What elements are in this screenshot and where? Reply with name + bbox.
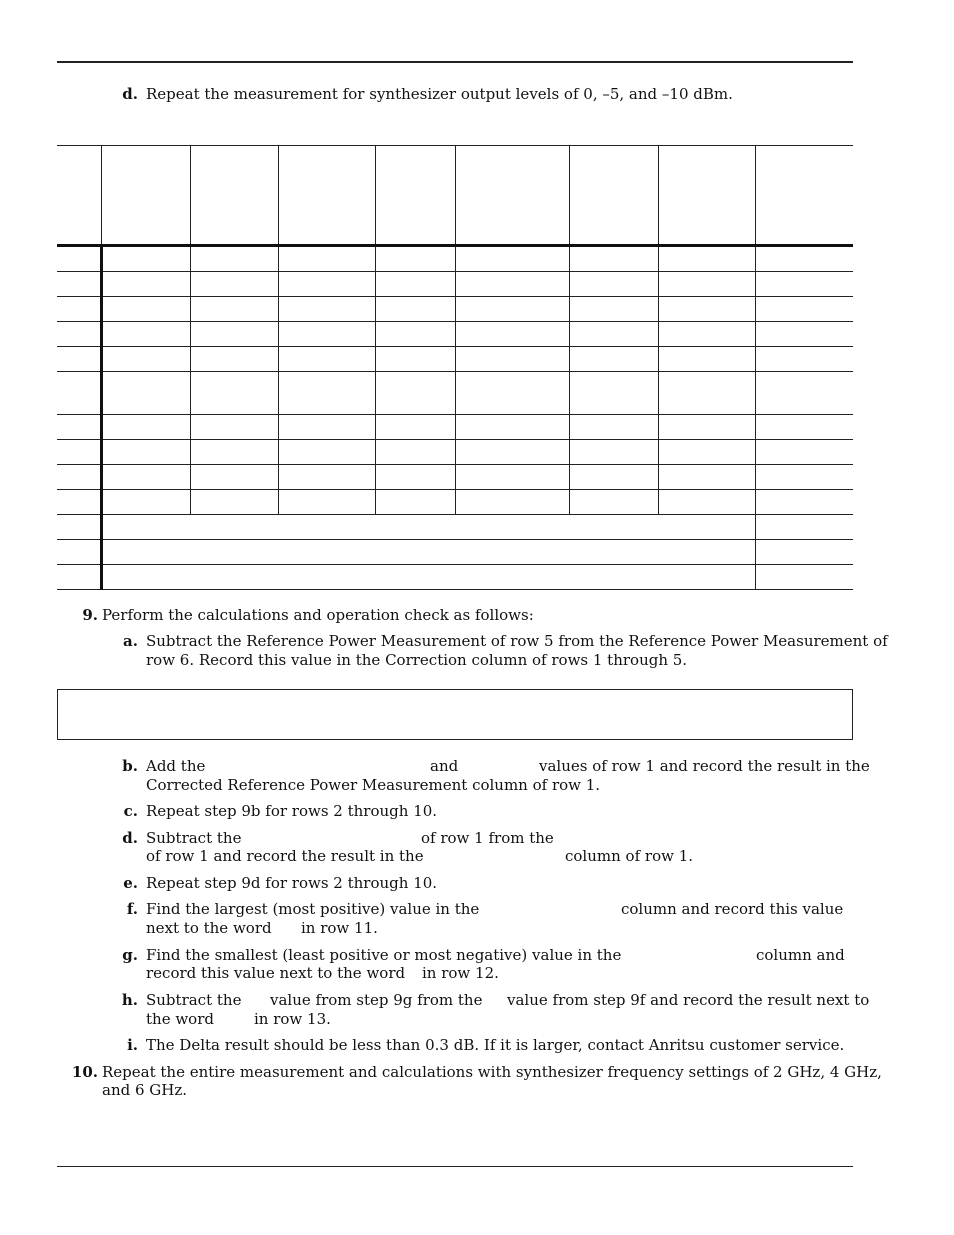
step-9e-text: Repeat step 9d for rows 2 through 10. — [146, 874, 438, 892]
step-9i-text: The Delta result should be less than 0.3 dB. If it is larger, contact Anritsu customer service. — [146, 1036, 845, 1054]
table-summary-row — [57, 565, 853, 590]
step-9h-part2: value from step 9g from the — [270, 991, 483, 1009]
table-cell — [755, 272, 853, 297]
table-cell — [190, 347, 278, 372]
table-cell — [755, 372, 853, 415]
table-row — [57, 465, 853, 490]
table-cell — [658, 465, 755, 490]
table-cell — [455, 490, 569, 515]
step-9c-label: c. — [123, 802, 138, 820]
step-9h-part1: Subtract the — [146, 991, 242, 1009]
table-cell — [101, 322, 190, 347]
table-cell — [455, 440, 569, 465]
table-cell — [278, 272, 375, 297]
table-cell — [278, 347, 375, 372]
step-9g-part1: Find the smallest (least positive or most negative) value in the — [146, 946, 622, 964]
step-9d-part1: Subtract the — [146, 829, 242, 847]
table-row — [57, 347, 853, 372]
step-9d-part2: of row 1 from the — [421, 829, 554, 847]
table-row — [57, 297, 853, 322]
table-cell — [455, 415, 569, 440]
step-9h-line2b: in row 13. — [254, 1010, 331, 1028]
table-header-cell — [755, 146, 853, 246]
table-cell — [658, 347, 755, 372]
step-9e-label: e. — [123, 874, 138, 892]
table-cell — [101, 347, 190, 372]
row-number-cell — [57, 322, 101, 347]
table-cell — [658, 322, 755, 347]
table-cell — [569, 465, 658, 490]
row-number-cell — [57, 465, 101, 490]
table-header-cell — [455, 146, 569, 246]
table-cell — [101, 465, 190, 490]
table-cell — [375, 322, 455, 347]
table-cell — [375, 465, 455, 490]
step-10-number: 10. — [71, 1063, 98, 1081]
table-cell — [569, 347, 658, 372]
table-cell — [101, 297, 190, 322]
table-cell — [278, 246, 375, 272]
step-8d-text: Repeat the measurement for synthesizer output levels of 0, –5, and –10 dBm. — [146, 85, 733, 103]
measurement-table — [57, 145, 853, 590]
step-9g-part2: column and — [756, 946, 845, 964]
table-cell — [569, 246, 658, 272]
step-9f-part1: Find the largest (most positive) value in the — [146, 900, 480, 918]
table-cell — [569, 322, 658, 347]
row-number-cell — [57, 490, 101, 515]
table-cell — [375, 347, 455, 372]
table-cell — [569, 415, 658, 440]
table-row — [57, 272, 853, 297]
table-cell — [755, 490, 853, 515]
table-cell — [375, 272, 455, 297]
table-cell — [190, 372, 278, 415]
table-cell — [375, 297, 455, 322]
table-cell — [569, 372, 658, 415]
step-9b-part1: Add the — [146, 757, 206, 775]
table-summary-row — [57, 540, 853, 565]
table-row — [57, 372, 853, 415]
table-cell — [755, 440, 853, 465]
table-cell — [375, 440, 455, 465]
table-cell — [755, 246, 853, 272]
row-number-cell — [57, 540, 101, 565]
table-cell — [569, 440, 658, 465]
table-cell — [278, 322, 375, 347]
table-cell — [278, 465, 375, 490]
table-header-cell — [101, 146, 190, 246]
row-number-cell — [57, 347, 101, 372]
table-cell — [101, 272, 190, 297]
table-cell — [658, 372, 755, 415]
step-9b-part3: values of row 1 and record the result in the — [539, 757, 870, 775]
table-cell — [755, 465, 853, 490]
table-cell — [755, 322, 853, 347]
table-header-cell — [190, 146, 278, 246]
summary-value-cell — [755, 540, 853, 565]
table-cell — [455, 322, 569, 347]
table-cell — [658, 272, 755, 297]
table-cell — [190, 465, 278, 490]
table-cell — [569, 297, 658, 322]
row-number-cell — [57, 515, 101, 540]
step-9f-part2: column and record this value — [621, 900, 844, 918]
step-9f-label: f. — [126, 900, 138, 918]
table-cell — [658, 297, 755, 322]
table-cell — [455, 297, 569, 322]
step-9b-label: b. — [122, 757, 138, 775]
table-cell — [101, 246, 190, 272]
table-row — [57, 322, 853, 347]
table-cell — [190, 415, 278, 440]
table-cell — [278, 440, 375, 465]
row-number-cell — [57, 415, 101, 440]
step-10-line2: and 6 GHz. — [102, 1081, 188, 1099]
step-9a-label: a. — [123, 632, 138, 650]
table-header-cell — [658, 146, 755, 246]
table-cell — [455, 465, 569, 490]
table-cell — [190, 490, 278, 515]
table-cell — [375, 415, 455, 440]
table-cell — [190, 440, 278, 465]
table-cell — [101, 440, 190, 465]
table-cell — [455, 272, 569, 297]
step-9h-part3: value from step 9f and record the result next to — [507, 991, 870, 1009]
row-number-cell — [57, 565, 101, 590]
step-9d-line2b: column of row 1. — [565, 847, 694, 865]
table-cell — [278, 490, 375, 515]
table-cell — [101, 490, 190, 515]
row-number-cell — [57, 297, 101, 322]
table-cell — [658, 490, 755, 515]
table-cell — [278, 372, 375, 415]
table-cell — [101, 415, 190, 440]
table-header-cell — [569, 146, 658, 246]
table-cell — [375, 490, 455, 515]
step-9d-label: d. — [122, 829, 138, 847]
row-number-cell — [57, 372, 101, 415]
table-header-row — [57, 146, 853, 246]
table-header-cell — [375, 146, 455, 246]
table-cell — [190, 246, 278, 272]
table-cell — [190, 322, 278, 347]
step-9f-line2a: next to the word — [146, 919, 272, 937]
step-9h-line2a: the word — [146, 1010, 214, 1028]
step-9-intro: Perform the calculations and operation check as follows: — [102, 606, 534, 624]
table-cell — [278, 297, 375, 322]
step-9g-line2a: record this value next to the word — [146, 964, 406, 982]
step-9g-line2b: in row 12. — [422, 964, 499, 982]
step-9c-text: Repeat step 9b for rows 2 through 10. — [146, 802, 438, 820]
table-cell — [375, 372, 455, 415]
step-9-number: 9. — [82, 606, 98, 624]
step-9b-part2: and — [430, 757, 459, 775]
table-row — [57, 246, 853, 272]
table-cell — [569, 272, 658, 297]
row-number-cell — [57, 272, 101, 297]
table-summary-row — [57, 515, 853, 540]
table-cell — [658, 246, 755, 272]
step-9a-line1: Subtract the Reference Power Measurement of row 5 from the Reference Power Measurement of — [146, 632, 888, 650]
step-8d-label: d. — [122, 85, 138, 103]
summary-label-cell — [101, 515, 755, 540]
table-cell — [101, 372, 190, 415]
table-header-cell — [57, 146, 101, 246]
table-cell — [455, 372, 569, 415]
step-9d-line2a: of row 1 and record the result in the — [146, 847, 424, 865]
step-9b-line2: Corrected Reference Power Measurement column of row 1. — [146, 776, 601, 794]
step-9h-label: h. — [121, 991, 138, 1009]
table-cell — [658, 440, 755, 465]
step-9g-label: g. — [122, 946, 138, 964]
table-row — [57, 440, 853, 465]
step-9i-label: i. — [127, 1036, 138, 1054]
table-cell — [455, 347, 569, 372]
top-rule — [57, 61, 853, 63]
summary-value-cell — [755, 515, 853, 540]
row-number-cell — [57, 246, 101, 272]
table-cell — [755, 415, 853, 440]
table-cell — [190, 272, 278, 297]
table-cell — [658, 415, 755, 440]
table-row — [57, 490, 853, 515]
step-9a-line2: row 6. Record this value in the Correction column of rows 1 through 5. — [146, 651, 688, 669]
table-cell — [755, 297, 853, 322]
summary-label-cell — [101, 540, 755, 565]
table-cell — [455, 246, 569, 272]
table-cell — [755, 347, 853, 372]
table-cell — [375, 246, 455, 272]
note-box — [57, 689, 853, 740]
summary-label-cell — [101, 565, 755, 590]
row-number-cell — [57, 440, 101, 465]
bottom-rule — [57, 1166, 853, 1167]
step-10-line1: Repeat the entire measurement and calculations with synthesizer frequency settings of 2 GHz, 4 GHz, — [102, 1063, 882, 1081]
summary-value-cell — [755, 565, 853, 590]
table-row — [57, 415, 853, 440]
table-cell — [190, 297, 278, 322]
table-header-cell — [278, 146, 375, 246]
table-cell — [278, 415, 375, 440]
table-cell — [569, 490, 658, 515]
step-9f-line2b: in row 11. — [301, 919, 378, 937]
